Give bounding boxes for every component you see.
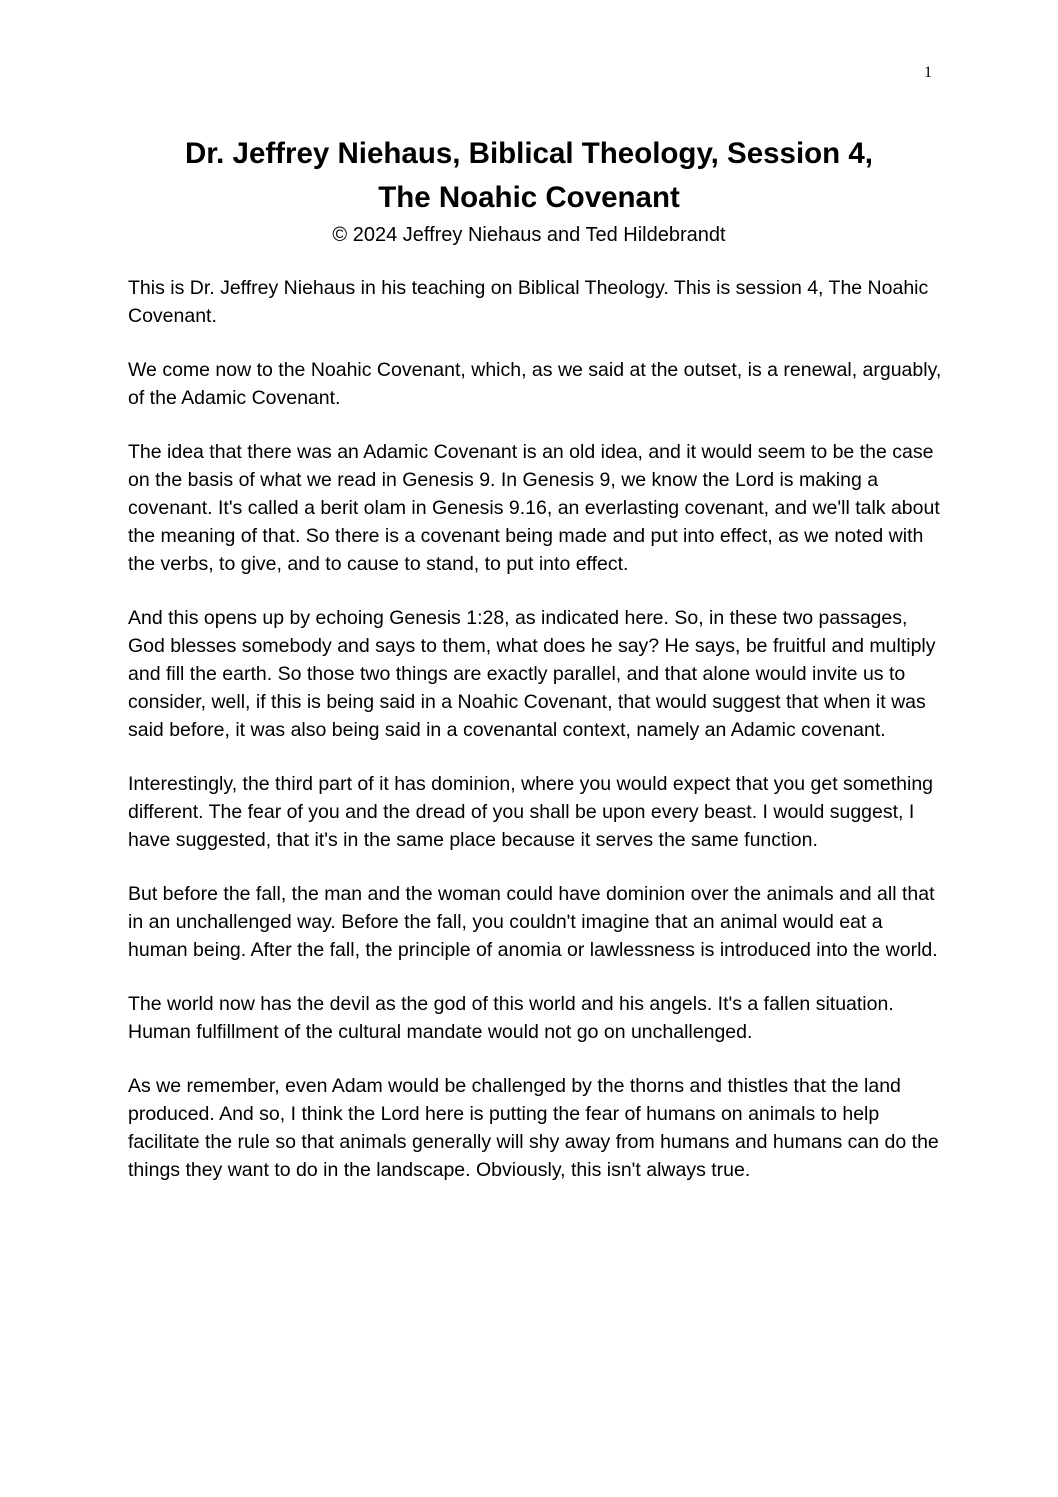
document-body bbox=[128, 274, 946, 1210]
page-number: 1 bbox=[924, 64, 932, 81]
paragraph: The world now has the devil as the god of this world and his angels. It's a fallen situation. Human fulfillment of the cultural mandate would not go on unchallenged. bbox=[128, 993, 894, 1043]
paragraph: The idea that there was an Adamic Covenant is an old idea, and it would seem to be the case on the basis of what we read in Genesis 9. In Genesis 9, we know the Lord is making a covenant. It's called a berit olam in Genesis 9.16, an everlasting covenant, and we'll talk about the meaning of that. So there is a covenant being made and put into effect, as we noted with the verbs, to give, and to cause to stand, to put into effect. bbox=[128, 441, 940, 575]
document-title bbox=[100, 132, 958, 220]
paragraph: And this opens up by echoing Genesis 1:28, as indicated here. So, in these two passages, God blesses somebody and says to them, what does he say? He says, be fruitful and multiply and fill the earth. So those two things are exactly parallel, and that alone would invite us to consider, well, if this is being said in a Noahic Covenant, that would suggest that when it was said before, it was also being said in a covenantal context, namely an Adamic covenant. bbox=[128, 607, 936, 741]
paragraph: This is Dr. Jeffrey Niehaus in his teaching on Biblical Theology. This is session 4, The Noahic Covenant. bbox=[128, 277, 929, 327]
title-line-2: The Noahic Covenant bbox=[378, 181, 680, 214]
paragraph: As we remember, even Adam would be challenged by the thorns and thistles that the land produced. And so, I think the Lord here is putting the fear of humans on animals to help facilitate the rule so that animals generally will shy away from humans and humans can do the things they want to do in the landscape. Obviously, this isn't always true. bbox=[128, 1075, 939, 1181]
title-line-1: Dr. Jeffrey Niehaus, Biblical Theology, Session 4, bbox=[184, 137, 873, 170]
paragraph: But before the fall, the man and the woman could have dominion over the animals and all that in an unchallenged way. Before the fall, you couldn't imagine that an animal would eat a human being. After the fall, the principle of anomia or lawlessness is introduced into the world. bbox=[128, 883, 938, 961]
paragraph: Interestingly, the third part of it has dominion, where you would expect that you get something different. The fear of you and the dread of you shall be upon every beast. I would suggest, I have suggested, that it's in the same place because it serves the same function. bbox=[128, 773, 934, 851]
paragraph: We come now to the Noahic Covenant, which, as we said at the outset, is a renewal, arguably, of the Adamic Covenant. bbox=[128, 359, 942, 409]
copyright-notice: © 2024 Jeffrey Niehaus and Ted Hildebrandt bbox=[332, 224, 726, 246]
